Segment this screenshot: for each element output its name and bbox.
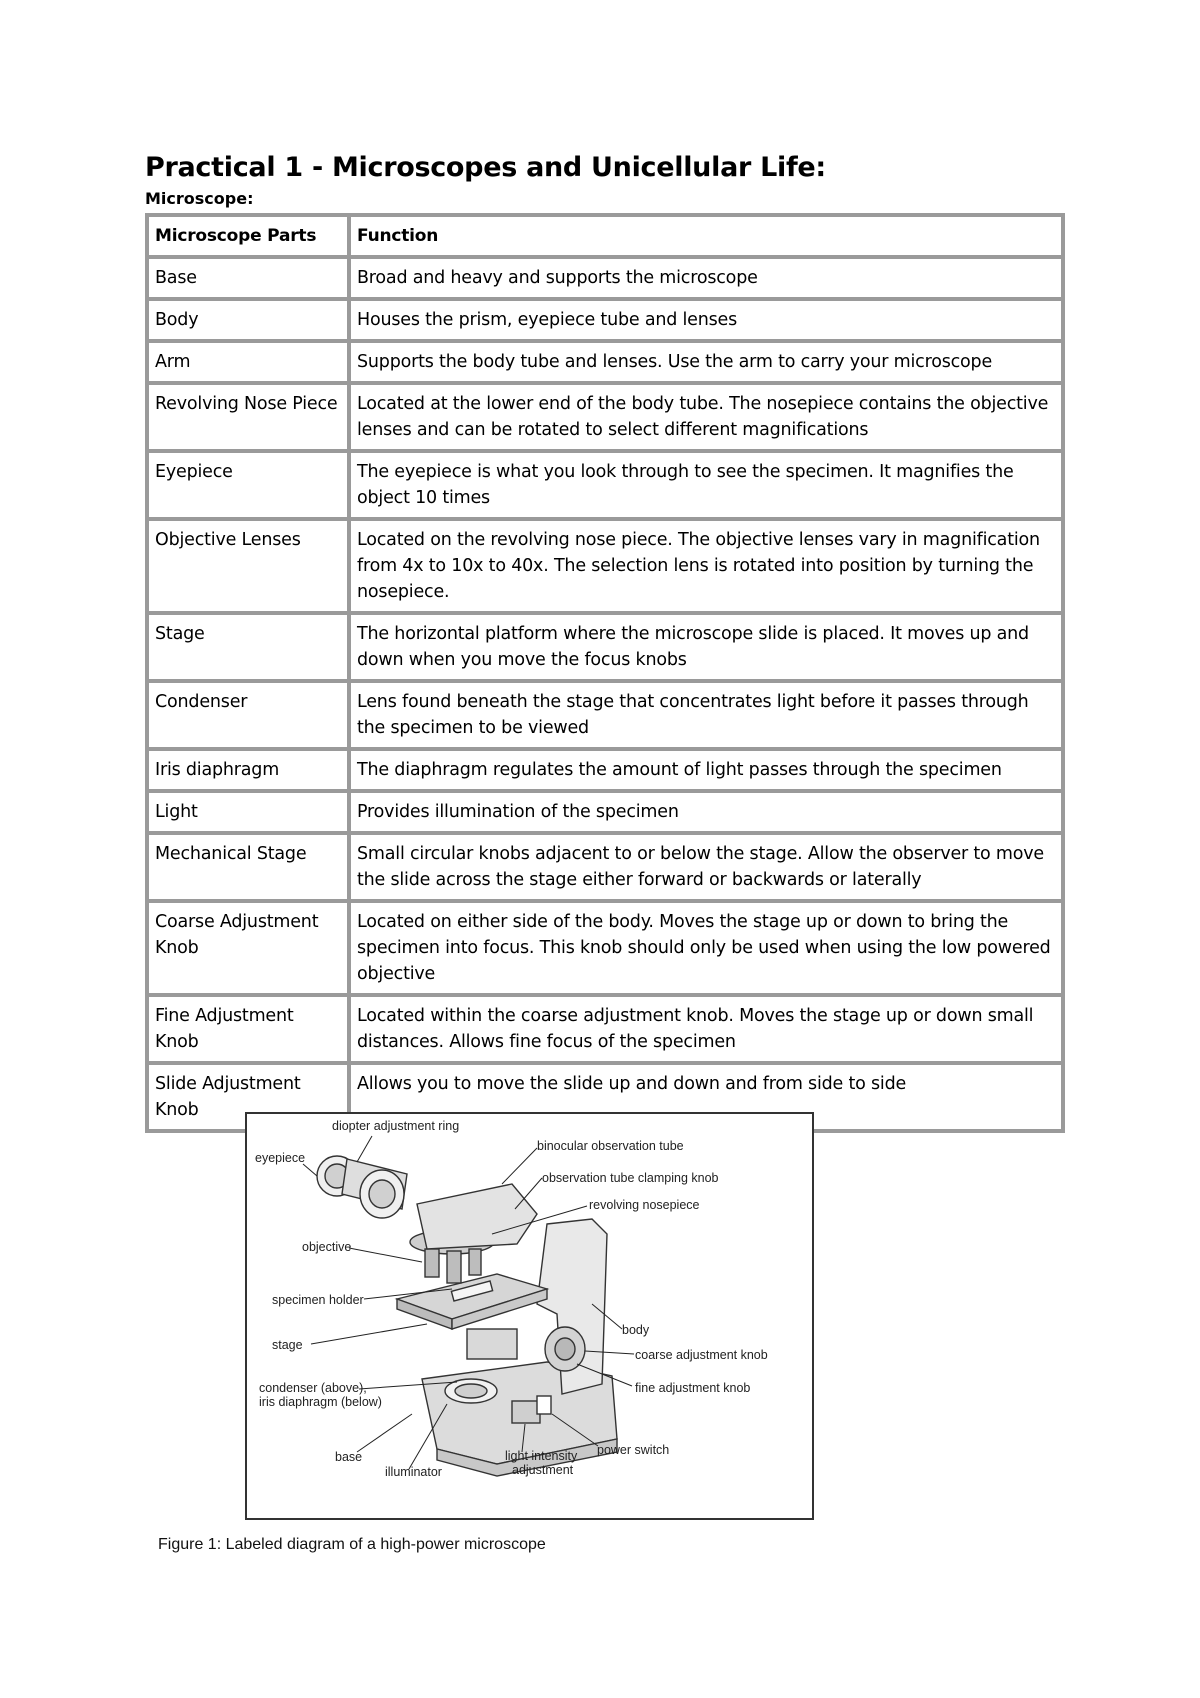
column-header-function: Function	[349, 215, 1063, 257]
label-revolving-nosepiece: revolving nosepiece	[589, 1198, 700, 1212]
part-function-cell: Small circular knobs adjacent to or below the stage. Allow the observer to move the slide across the stage either forward or backwards or laterally	[349, 833, 1063, 901]
table-row	[147, 995, 1063, 1063]
table-row	[147, 451, 1063, 519]
part-name-cell: Coarse Adjustment Knob	[147, 901, 349, 995]
part-name-cell: Revolving Nose Piece	[147, 383, 349, 451]
column-header-parts: Microscope Parts	[147, 215, 349, 257]
label-clamping-knob: observation tube clamping knob	[542, 1171, 719, 1185]
table-row	[147, 299, 1063, 341]
label-objective: objective	[302, 1240, 352, 1254]
part-function-cell: Provides illumination of the specimen	[349, 791, 1063, 833]
label-condenser: condenser (above),	[259, 1381, 367, 1395]
table-row	[147, 833, 1063, 901]
table-row	[147, 613, 1063, 681]
part-function-cell: The diaphragm regulates the amount of light passes through the specimen	[349, 749, 1063, 791]
part-name-cell: Slide Adjustment Knob	[147, 1063, 349, 1131]
microscope-parts-table	[145, 213, 1065, 1133]
table-row	[147, 681, 1063, 749]
document-page	[145, 150, 1065, 1133]
part-function-cell: Lens found beneath the stage that concentrates light before it passes through the specimen to be viewed	[349, 681, 1063, 749]
label-diopter-ring: diopter adjustment ring	[332, 1119, 460, 1133]
part-name-cell: Iris diaphragm	[147, 749, 349, 791]
part-name-cell: Condenser	[147, 681, 349, 749]
microscope-figure	[245, 1112, 814, 1520]
part-name-cell: Arm	[147, 341, 349, 383]
table-row	[147, 901, 1063, 995]
label-light-intensity: light intensity	[505, 1449, 578, 1463]
table-body	[147, 257, 1063, 1131]
part-function-cell: Allows you to move the slide up and down and from side to side	[349, 1063, 1063, 1131]
table-row	[147, 341, 1063, 383]
part-function-cell: The horizontal platform where the microscope slide is placed. It moves up and down when you move the focus knobs	[349, 613, 1063, 681]
table-row	[147, 519, 1063, 613]
table-row	[147, 257, 1063, 299]
part-function-cell: Located at the lower end of the body tube. The nosepiece contains the objective lenses and can be rotated to select different magnifications	[349, 383, 1063, 451]
table-header-row	[147, 215, 1063, 257]
part-name-cell: Objective Lenses	[147, 519, 349, 613]
page-title: Practical 1 - Microscopes and Unicellular Life:	[145, 152, 826, 183]
part-function-cell: Located on either side of the body. Moves the stage up or down to bring the specimen into focus. This knob should only be used when using the low powered objective	[349, 901, 1063, 995]
label-coarse-knob: coarse adjustment knob	[635, 1348, 768, 1362]
table-row	[147, 791, 1063, 833]
table-row	[147, 383, 1063, 451]
label-fine-knob: fine adjustment knob	[635, 1381, 751, 1395]
part-name-cell: Stage	[147, 613, 349, 681]
label-iris-diaphragm: iris diaphragm (below)	[259, 1395, 382, 1409]
part-function-cell: Located within the coarse adjustment knob. Moves the stage up or down small distances. Allows fine focus of the specimen	[349, 995, 1063, 1063]
label-body: body	[622, 1323, 650, 1337]
section-heading: Microscope:	[145, 189, 254, 208]
part-function-cell: Supports the body tube and lenses. Use the arm to carry your microscope	[349, 341, 1063, 383]
part-function-cell: The eyepiece is what you look through to see the specimen. It magnifies the object 10 times	[349, 451, 1063, 519]
label-binocular-tube: binocular observation tube	[537, 1139, 684, 1153]
part-name-cell: Body	[147, 299, 349, 341]
part-name-cell: Light	[147, 791, 349, 833]
label-power-switch: power switch	[597, 1443, 670, 1457]
label-base: base	[335, 1450, 363, 1464]
figure-caption: Figure 1: Labeled diagram of a high-power microscope	[158, 1536, 546, 1553]
part-name-cell: Base	[147, 257, 349, 299]
label-stage: stage	[272, 1338, 303, 1352]
part-name-cell: Fine Adjustment Knob	[147, 995, 349, 1063]
label-light-adjustment: adjustment	[512, 1463, 574, 1477]
microscope-diagram	[247, 1114, 812, 1518]
part-name-cell: Mechanical Stage	[147, 833, 349, 901]
part-function-cell: Houses the prism, eyepiece tube and lenses	[349, 299, 1063, 341]
label-illuminator: illuminator	[385, 1465, 442, 1479]
part-name-cell: Eyepiece	[147, 451, 349, 519]
part-function-cell: Located on the revolving nose piece. The objective lenses vary in magnification from 4x to 10x to 40x. The selection lens is rotated into position by turning the nosepiece.	[349, 519, 1063, 613]
label-eyepiece: eyepiece	[255, 1151, 306, 1165]
label-specimen-holder: specimen holder	[272, 1293, 364, 1307]
part-function-cell: Broad and heavy and supports the microscope	[349, 257, 1063, 299]
table-row	[147, 749, 1063, 791]
